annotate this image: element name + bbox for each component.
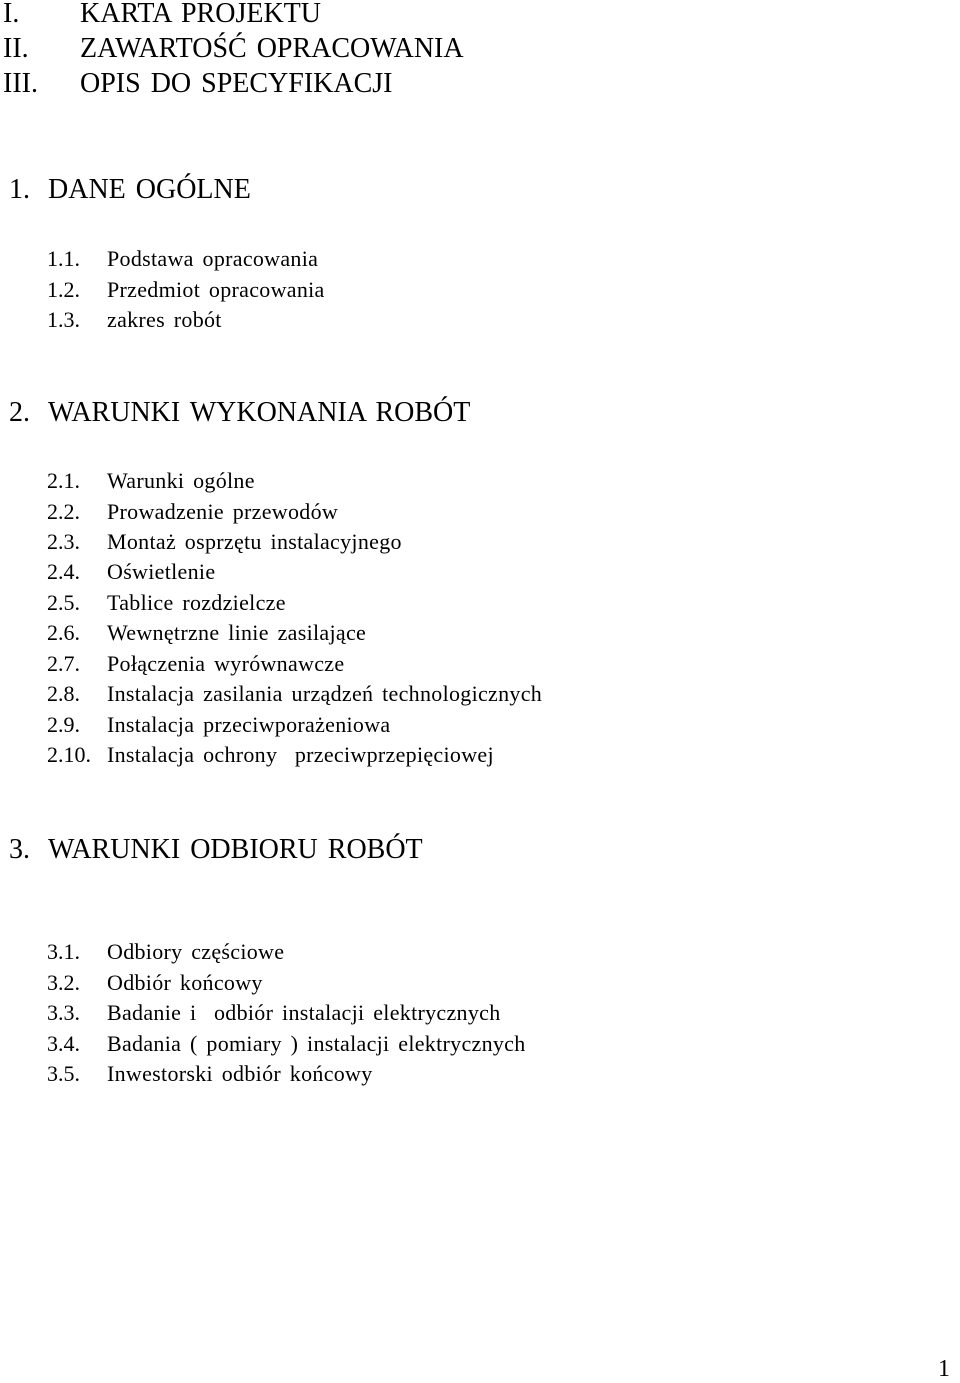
- toc-item: [47, 744, 494, 766]
- toc-item-number: 1.3.: [47, 307, 80, 332]
- toc-item-title: Oświetlenie: [107, 559, 216, 584]
- toc-item-number: 2.5.: [47, 590, 80, 615]
- toc-item: [47, 941, 284, 963]
- toc-item-title: Odbiór końcowy: [107, 970, 263, 995]
- toc-item: [47, 714, 391, 736]
- toc-item-number: 3.5.: [47, 1061, 80, 1086]
- section-title: WARUNKI WYKONANIA ROBÓT: [48, 397, 471, 428]
- main-heading-title: KARTA PROJEKTU: [80, 0, 321, 29]
- toc-item-number: 2.3.: [47, 529, 80, 554]
- toc-item-number: 2.8.: [47, 681, 80, 706]
- main-heading-number: I.: [3, 0, 20, 29]
- toc-item-title: Odbiory częściowe: [107, 939, 285, 964]
- toc-item: [47, 683, 542, 705]
- toc-item-title: Instalacja ochrony przeciwprzepięciowej: [107, 742, 494, 767]
- toc-item: [47, 248, 318, 270]
- page-number: 1: [938, 1356, 950, 1382]
- toc-item: [47, 972, 263, 994]
- main-heading-3: [3, 70, 393, 98]
- toc-item-title: Połączenia wyrównawcze: [107, 651, 345, 676]
- section-number: 3.: [9, 834, 30, 865]
- toc-item-number: 2.9.: [47, 712, 80, 737]
- section-title: DANE OGÓLNE: [48, 174, 251, 205]
- section-heading-1: [9, 176, 251, 204]
- main-heading-number: III.: [3, 68, 38, 99]
- toc-item-title: zakres robót: [107, 307, 222, 332]
- section-heading-2: [9, 399, 470, 427]
- toc-item-title: Montaż osprzętu instalacyjnego: [107, 529, 402, 554]
- toc-item-number: 3.2.: [47, 970, 80, 995]
- toc-item-number: 3.4.: [47, 1031, 80, 1056]
- toc-item-number: 2.2.: [47, 499, 80, 524]
- toc-item: [47, 653, 344, 675]
- toc-item-number: 3.1.: [47, 939, 80, 964]
- toc-item-number: 2.6.: [47, 620, 80, 645]
- toc-item-title: Inwestorski odbiór końcowy: [107, 1061, 373, 1086]
- toc-item: [47, 1063, 373, 1085]
- section-heading-3: [9, 836, 423, 864]
- toc-item-number: 1.2.: [47, 277, 80, 302]
- toc-item-title: Podstawa opracowania: [107, 246, 319, 271]
- section-title: WARUNKI ODBIORU ROBÓT: [48, 834, 423, 865]
- toc-item-title: Instalacja przeciwporażeniowa: [107, 712, 391, 737]
- section-number: 1.: [9, 174, 30, 205]
- toc-item-title: Instalacja zasilania urządzeń technologicznych: [107, 681, 543, 706]
- toc-item-title: Tablice rozdzielcze: [107, 590, 286, 615]
- toc-item: [47, 622, 366, 644]
- toc-item-title: Badanie i odbiór instalacji elektrycznych: [107, 1000, 501, 1025]
- toc-item-number: 2.4.: [47, 559, 80, 584]
- main-heading-1: [3, 0, 321, 28]
- toc-item: [47, 1033, 526, 1055]
- toc-item-title: Przedmiot opracowania: [107, 277, 325, 302]
- toc-item-title: Wewnętrzne linie zasilające: [107, 620, 367, 645]
- toc-item-number: 2.1.: [47, 468, 80, 493]
- toc-item: [47, 279, 325, 301]
- toc-item: [47, 501, 338, 523]
- main-heading-title: OPIS DO SPECYFIKACJI: [80, 68, 393, 99]
- toc-item-number: 3.3.: [47, 1000, 80, 1025]
- toc-item: [47, 309, 222, 331]
- section-number: 2.: [9, 397, 30, 428]
- toc-item: [47, 592, 286, 614]
- toc-item-number: 2.10.: [47, 742, 91, 767]
- toc-item: [47, 470, 255, 492]
- toc-item-title: Warunki ogólne: [107, 468, 255, 493]
- main-heading-2: [3, 35, 464, 63]
- toc-item: [47, 561, 215, 583]
- toc-item-number: 1.1.: [47, 246, 80, 271]
- toc-item: [47, 1002, 501, 1024]
- toc-item-number: 2.7.: [47, 651, 80, 676]
- toc-item-title: Prowadzenie przewodów: [107, 499, 339, 524]
- toc-item: [47, 531, 402, 553]
- main-heading-number: II.: [3, 33, 29, 64]
- main-heading-title: ZAWARTOŚĆ OPRACOWANIA: [80, 33, 464, 64]
- toc-item-title: Badania ( pomiary ) instalacji elektrycznych: [107, 1031, 526, 1056]
